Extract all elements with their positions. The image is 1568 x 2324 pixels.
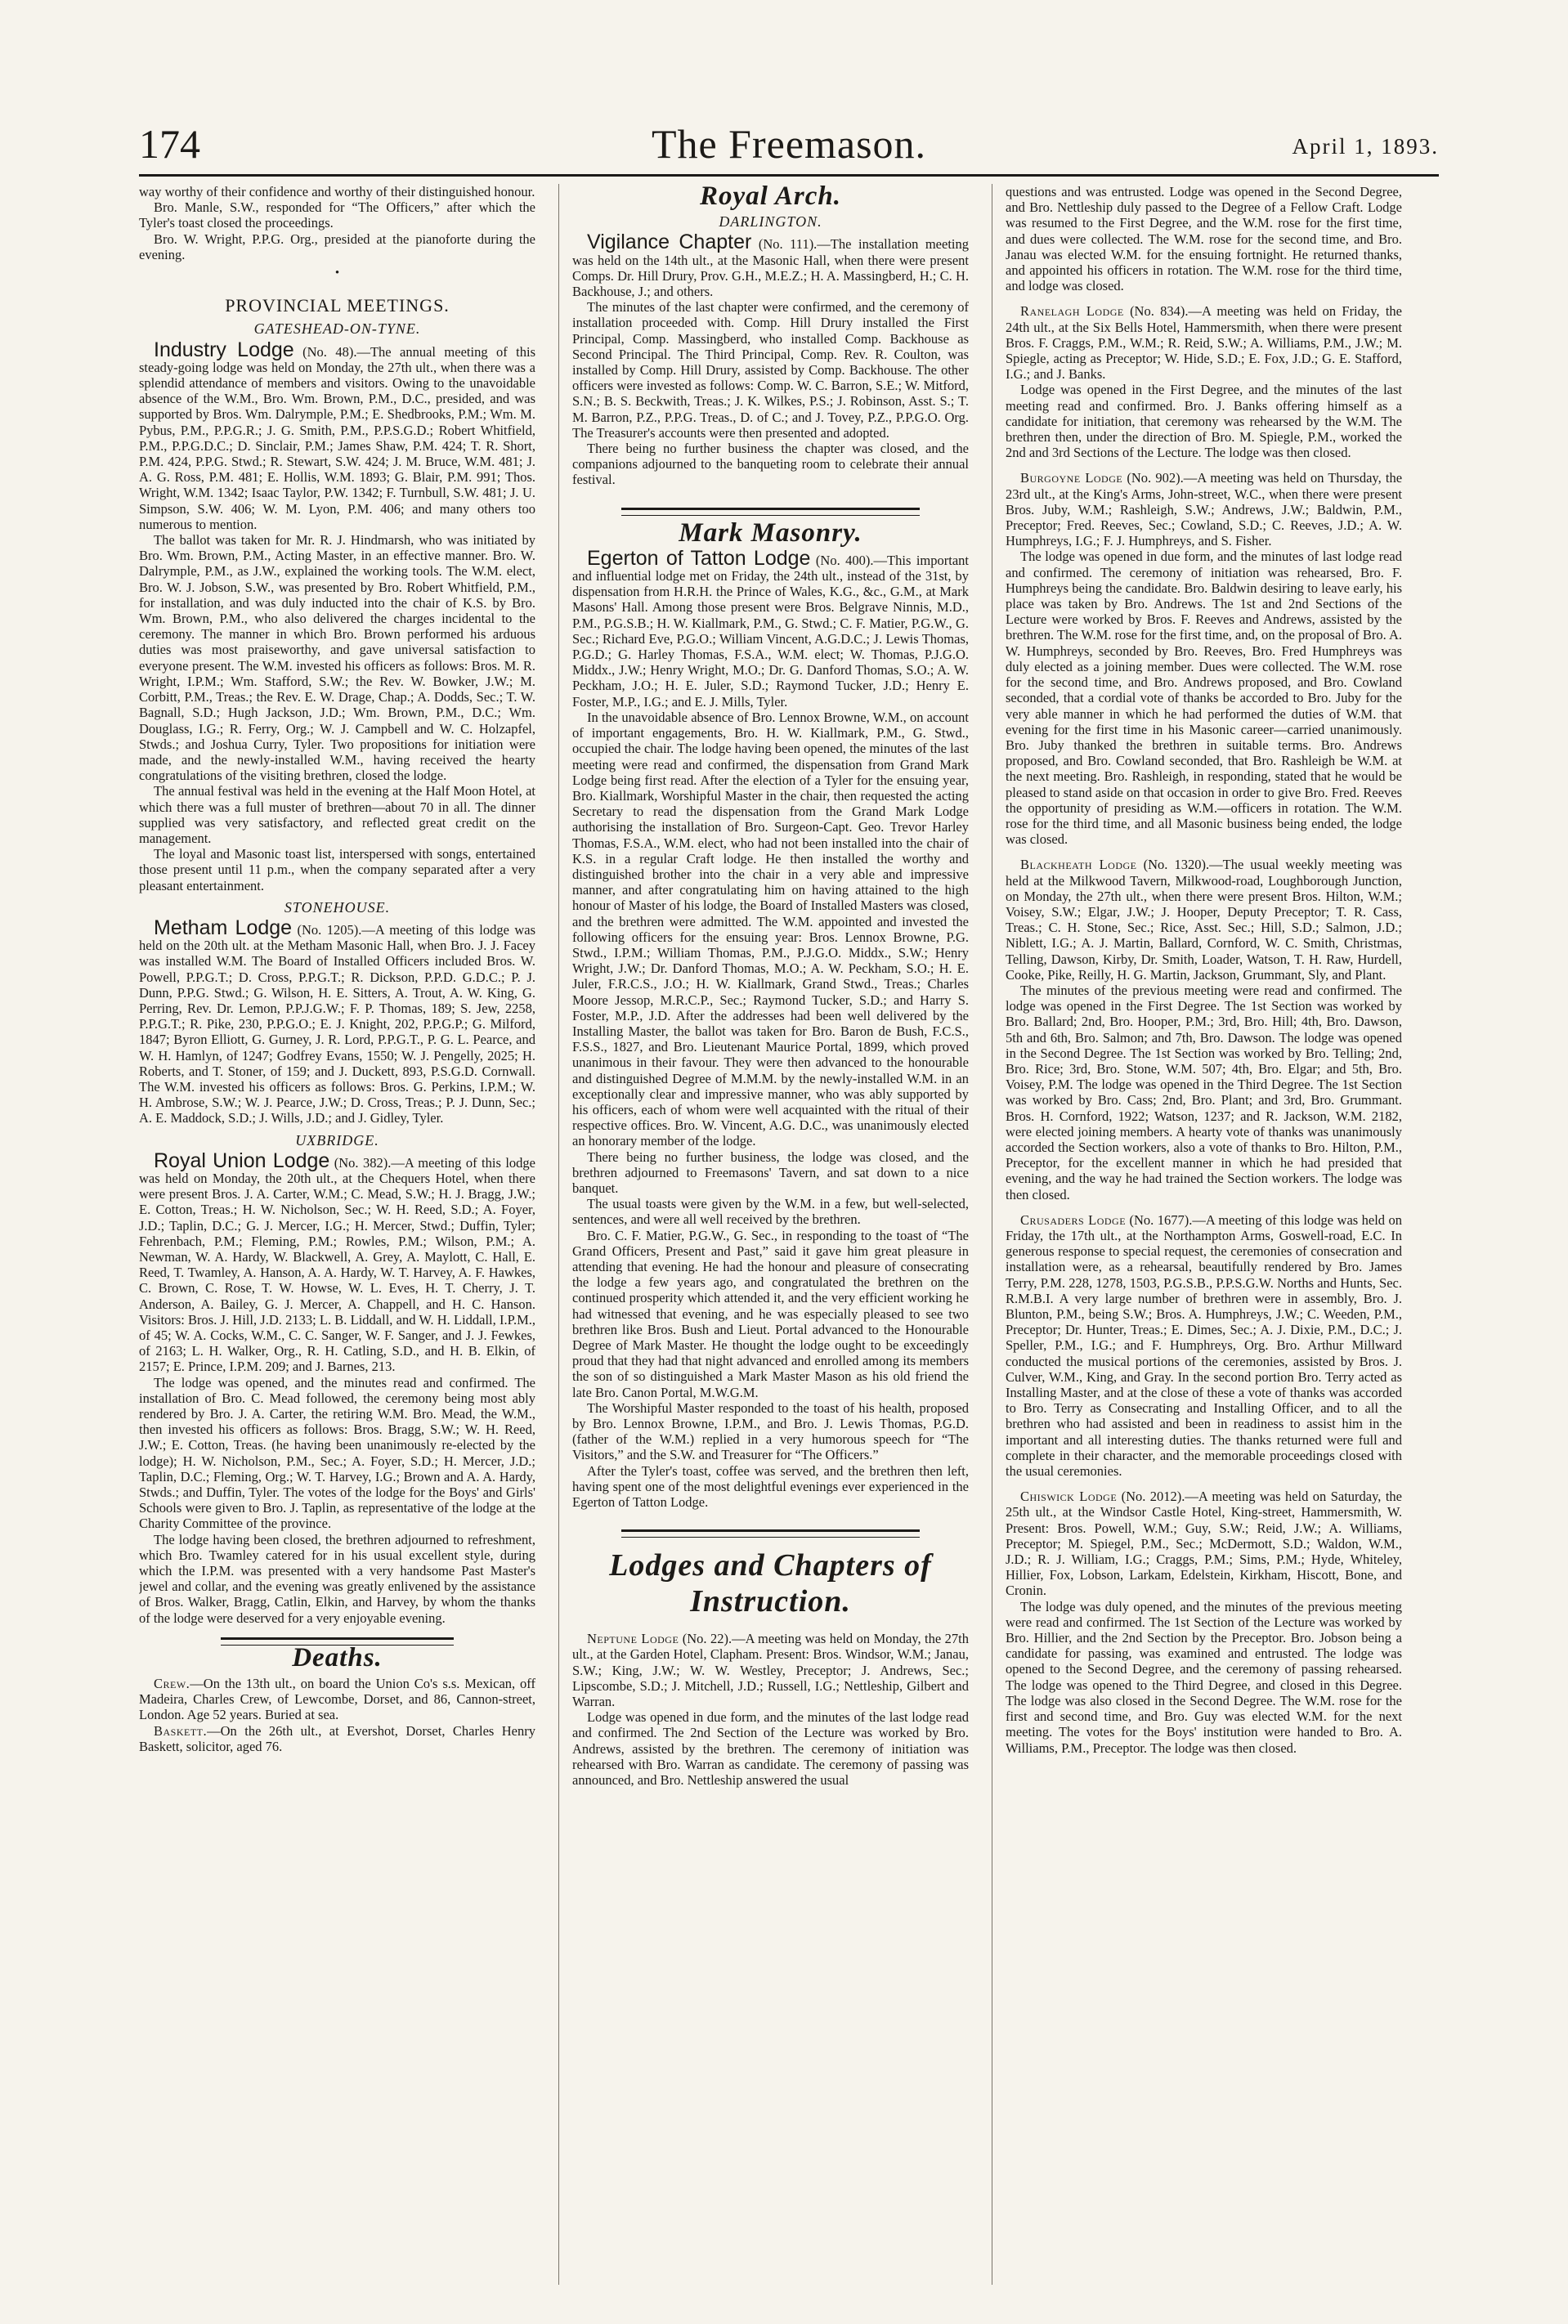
paragraph: way worthy of their confidence and worthy of their distinguished honour. (139, 184, 535, 199)
lodge-report (572, 231, 969, 300)
notice (139, 1676, 535, 1723)
lodge-name: Industry Lodge (154, 338, 294, 361)
paragraph: Bro. C. F. Matier, P.G.W., G. Sec., in responding to the toast of “The Grand Officers, Present and Past,” said it gave him great pleasure in attending that evening. He had the honour and pleasure of consecrating the lodge a few years ago, and congratulated the brethren on the continued prosperity which attended it, and the very efficient working he had witnessed that evening, and he was especially pleased to see two brethren like Bros. Bush and Lieut. Portal advanced to the Honourable Degree of Mark Master. He thought the lodge ought to be exceedingly proud that they had that night advanced and enrolled among its members the son of so distinguished a Mark Master Mason as his old friend the late Bro. Canon Portal, M.W.G.M. (572, 1227, 969, 1400)
column-divider (558, 184, 559, 2285)
report-text: (No. 834).—A meeting was held on Friday, the 24th ult., at the Six Bells Hotel, Hammersmith, when there were present Bros. F. Craggs, P.M., W.M.; R. Reid, S.W.; A. Williams, P.M., J.W.; M. Spiegle, acting as Preceptor; W. Hide, S.D.; E. Fox, J.D.; G. E. Stafford, I.G.; and J. Banks. (1006, 303, 1402, 383)
lodge-name: Metham Lodge (154, 916, 293, 939)
header-rule (139, 174, 1439, 177)
lodge-name: Egerton of Tatton Lodge (587, 546, 811, 570)
mark-masonry-heading: Mark Masonry. (679, 517, 862, 548)
lodge-name: Chiswick Lodge (1020, 1489, 1118, 1505)
lodge-name: Crusaders Lodge (1020, 1211, 1127, 1228)
report-text: (No. 382).—A meeting of this lodge was held on Monday, the 20th ult., at the Chequers Hotel, when there were present Bros. J. A. Carter, W.M.; C. Mead, S.W.; H. J. Bragg, J.W.; E. Cotton, Treas.; H. W. Nicholson, Sec.; W. H. Reed, S.D.; A. Foyer, J.D.; Taplin, D.C.; G. J. Mercer, I.G.; H. Mercer, Stwd.; Duffin, Tyler; Fehrenbach, P.M.; Fleming, P.M.; Rowles, P.M.; Wilson, P.M.; A. Newman, W. A. Hardy, W. Blackwell, A. Grey, A. Maylott, C. Hall, E. Reed, T. Twamley, A. Hanson, A. A. Hardy, W. T. Harvey, A. F. Hawkes, C. Brown, C. Rose, T. W. Howse, W. L. Eves, H. T. Cherry, J. T. Anderson, A. Bailey, G. J. Mercer, A. Chappell, and H. C. Hanson. Visitors: Bros. J. Hill, J.D. 2133; L. B. Liddall, and W. H. Liddall, I.P.M., of 45; W. A. Cocks, W.M., C. C. Sanger, W. F. Sanger, and J. J. Fewkes, of 2163; L. H. Walker, Org., R. H. Catling, S.D., and H. B. Elkin, of 2157; E. Prince, I.P.M. 209; and J. Barnes, 213. (139, 1154, 535, 1375)
lodge-report (1006, 1489, 1402, 1598)
lodge-name: Ranelagh Lodge (1020, 303, 1124, 320)
section-rule (621, 508, 920, 516)
paragraph: Lodge was opened in the First Degree, and the minutes of the last meeting read and confirmed. Bro. J. Banks offering himself as a candidate for initiation, that ceremony was rehearsed by the W.M. The brethren then, under the direction of Bro. M. Spiegle, P.M., worked the 2nd and 3rd Sections of the Lecture. The lodge was then closed. (1006, 382, 1402, 461)
paragraph: The lodge was opened in due form, and the minutes of last lodge read and confirmed. The ceremony of initiation was rehearsed, Bro. F. Humphreys being the candidate. Bro. Baldwin desiring to leave early, his place was taken by Bro. Andrews. The 1st and 2nd Sections of the Lecture were worked by Bros. F. Reeves and Andrews, assisted by the brethren. The W.M. rose for the first time, and, on the proposal of Bro. A. W. Humphreys, seconded by Bro. Reeves, Bro. Fred Humphreys was duly elected as a joining member. Dues were collected. The W.M. rose for the second time, and Bro. Andrews proposed, and Bro. Cowland seconded, that a cordial vote of thanks be accorded to Bro. Juby for the very able manner in which he had performed the duties of W.M. that evening for the first time in his Masonic career—carried unanimously. Bro. Juby thanked the brethren in suitable terms. Bro. Andrews proposed, and Bro. Cowland seconded, that Bro. Rashleigh be W.M. at the next meeting. Bro. Rashleigh, in responding, stated that he would be pleased to stand aside on that occasion in order to give Bro. Fred. Reeves the opportunity of presiding as W.M.—officers in rotation. The W.M. rose for the third time, and all Masonic business being ended, the lodge was closed. (1006, 549, 1402, 848)
paragraph: Lodge was opened in due form, and the minutes of the last lodge read and confirmed. The 2nd Section of the Lecture was worked by Bro. Andrews, assisted by the brethren. The ceremony of initiation was rehearsed with Bro. Warran as candidate. The ceremony of passing was announced, and Bro. Nettleship answered the usual (572, 1709, 969, 1789)
column-1 (139, 184, 535, 2285)
report-text: (No. 2012).—A meeting was held on Saturday, the 25th ult., at the Windsor Castle Hotel, King-street, Hammersmith, W. Present: Bros. Powell, W.M.; Guy, S.W.; Reid, J.W.; A. Williams, Preceptor; M. Spiegel, P.M., Sec.; McDermott, S.D.; Waldon, W.M., J.D.; R. J. William, I.G.; Craggs, P.M.; Sims, P.M.; Hyde, Whiteley, Hillier, Fox, Lobson, Larkam, Edelstein, Kirkham, Hiscott, Bone, and Cronin. (1006, 1489, 1402, 1599)
paragraph: The lodge was duly opened, and the minutes of the previous meeting were read and confirmed. The 1st Section of the Lecture was worked by Bro. Hillier, and the 2nd Section by the Preceptor. Bro. Jobson being a candidate for passing, was examined and entrusted. The lodge was opened to the Second Degree, and the ceremony of passing rehearsed. The lodge was opened to the Third Degree, and closed in this Degree. The lodge was also closed in the Second Degree. The W.M. rose for the first and second time, and Bro. Guy was elected W.M. for the next meeting. The votes for the Boys' institution were handed to Bro. A. Williams, P.M., Preceptor. The lodge was then closed. (1006, 1598, 1402, 1756)
report-text: (No. 22).—A meeting was held on Monday, the 27th ult., at the Garden Hotel, Clapham. Present: Bros. Windsor, W.M.; Janau, S.W.; King, J.W.; W. W. Westley, Preceptor; J. Andrews, Sec.; Lipscombe, S.D.; J. Mitchell, J.D.; Russell, I.G.; Nettleship, Gilbert and Warran. (572, 1631, 969, 1710)
section-rule (621, 1529, 920, 1538)
place-heading: STONEHOUSE. (284, 898, 391, 916)
lodge-report (139, 1149, 535, 1375)
place-heading: GATESHEAD-ON-TYNE. (253, 320, 421, 338)
paragraph: The loyal and Masonic toast list, interspersed with songs, entertained those present until 11 p.m., when the company separated after a very pleasant entertainment. (139, 846, 535, 893)
lodge-name: Blackheath Lodge (1020, 857, 1137, 873)
paragraph: After the Tyler's toast, coffee was served, and the brethren then left, having spent one of the most delightful evenings ever experienced in the Egerton of Tatton Lodge. (572, 1462, 969, 1511)
paragraph: There being no further business, the lodge was closed, and the brethren adjourned to Freemasons' Tavern, and sat down to a nice banquet. (572, 1149, 969, 1196)
paper-title: The Freemason. (651, 121, 927, 167)
issue-date: April 1, 1893. (1292, 134, 1439, 159)
paragraph: Bro. Manle, S.W., responded for “The Officers,” after which the Tyler's toast closed the proceedings. (139, 199, 535, 231)
report-text: (No. 1677).—A meeting of this lodge was held on Friday, the 17th ult., at the Northampton Arms, Goswell-road, E.C. In generous response to special request, the ceremonies of consecration and installation were, as a rehearsal, beautifully rendered by Bro. James Terry, P.M. 228, 1278, 1503, P.G.S.B., P.P.S.G.W. Norths and Hunts, Sec. R.M.B.I. A very large number of brethren were in assembly, Bro. J. Blunton, P.M., being S.W.; Bros. A. Humphreys, J.W.; C. Weeden, P.M., Preceptor; Dr. Hunter, Treas.; E. Dimes, Sec.; A. J. Dixie, P.M., D.C.; J. Speller, P.M., I.G.; and F. Humphreys, Org. Bro. Arthur Millward conducted the musical portions of the ceremonies, assisted by Bros. J. Culver, W.M., King, and Gray. In the second portion Bro. Terry acted as Installing Master, and at the close of these a vote of thanks was accorded to Bro. Terry as Consecrating and Installing Officer, and to all the brethren who had assisted and been in readiness to assist him in the important and all interesting duties. The thanks returned were full and complete in their character, and the memorable proceedings closed with the usual ceremonies. (1006, 1211, 1402, 1480)
lodge-name: Vigilance Chapter (587, 231, 752, 254)
page-number: 174 (139, 121, 200, 167)
paragraph: questions and was entrusted. Lodge was opened in the Second Degree, and Bro. Nettleship duly passed to the Degree of a Fellow Craft. Lodge was resumed to the First Degree, and the W.M. rose for the first time, and dues were collected. The W.M. rose for the second time, and Bro. Janau was elected W.M. for the ensuing fortnight. He returned thanks, and appointed his officers in rotation. The W.M. rose for the third time, and lodge was closed. (1006, 184, 1402, 294)
notice-text: —On the 13th ult., on board the Union Co's s.s. Mexican, off Madeira, Charles Crew, of Lewcombe, Dorset, and 86, Cannon-street, London. Age 52 years. Buried at sea. (139, 1676, 535, 1723)
notice-text: —On the 26th ult., at Evershot, Dorset, Charles Henry Baskett, solicitor, aged 76. (139, 1722, 535, 1754)
section-heading: PROVINCIAL MEETINGS. (225, 295, 450, 316)
report-text: (No. 400).—This important and influential lodge met on Friday, the 24th ult., instead of the 31st, by dispensation from H.R.H. the Prince of Wales, K.G., &c., G.M., at Mark Masons' Hall. Among those present were Bros. Belgrave Ninnis, M.D., P.M., P.G.S.B.; H. W. Kiallmark, P.M., G. Stwd.; C. F. Matier, P.G.W., G. Sec.; Richard Eve, P.G.O.; William Vincent, A.G.D.C.; J. Lewis Thomas, P.G.D.; G. Harley Thomas, F.S.A., W.M. elect; W. Thomas, P.J.G.O. Middx., J.W.; Henry Wright, M.O.; Dr. G. Danford Thomas, S.O.; A. W. Peckham, J.O.; H. E. Juler, S.D.; Raymond Tucker, J.D.; Henry E. Foster, M.P., I.G.; and E. J. Mills, Tyler. (572, 552, 969, 710)
lodge-report (1006, 303, 1402, 382)
paragraph: The annual festival was held in the evening at the Half Moon Hotel, at which there was a full muster of brethren—about 70 in all. The dinner supplied was very satisfactory, and reflected great credit on the management. (139, 783, 535, 846)
lodge-name: Neptune Lodge (587, 1631, 679, 1647)
lodge-report (1006, 470, 1402, 549)
deaths-heading: Deaths. (292, 1642, 383, 1672)
lodge-report (1006, 1212, 1402, 1479)
paragraph: The usual toasts were given by the W.M. in a few, but well-selected, sentences, and were all well received by the brethren. (572, 1196, 969, 1228)
column-3 (1006, 184, 1402, 2285)
lodges-of-instruction-heading: Lodges and Chapters of Instruction. (609, 1548, 932, 1619)
lodge-name: Royal Union Lodge (154, 1149, 330, 1172)
paragraph: The ballot was taken for Mr. R. J. Hindmarsh, who was initiated by Bro. Wm. Brown, P.M., Acting Master, in an effective manner. Bro. W. Dalrymple, P.M., as J.W., explained the working tools. The W.M. elect, Bro. W. J. Jobson, S.W., was presented by Bro. Robert Whitfield, P.M., for installation, and was duly inducted into the chair of K.S. by Bro. Wm. Brown, P.M., who also delivered the charges incidental to the ceremony. The manner in which Bro. Brown performed his arduous duties was most praiseworthy, and gave universal satisfaction to everyone present. The W.M. invested his officers as follows: Bros. M. R. Wright, I.P.M.; Wm. Stafford, S.W.; the Rev. W. Bowker, J.W.; M. Corbitt, P.M., Treas.; the Rev. E. W. Drage, Chap.; A. Dodds, Sec.; T. W. Bagnall, S.D.; Hugh Jackson, J.D.; Wm. Brown, P.M., D.C.; Wm. Douglass, I.G.; R. Ferry, Org.; W. J. Campbell and W. C. Holzapfel, Stwds.; and Joshua Curry, Tyler. Two propositions for initiation were made, and the newly-installed W.M., having received the hearty congratulations of the visiting brethren, closed the lodge. (139, 532, 535, 784)
lodge-report (1006, 857, 1402, 983)
report-text: (No. 902).—A meeting was held on Thursday, the 23rd ult., at the King's Arms, John-street, W.C., when there were present Bros. Juby, W.M.; Rashleigh, S.W.; Andrews, J.W.; Baldwin, P.M., Preceptor; Fred. Reeves, Sec.; Cowland, S.D.; C. Reeves, J.D.; A. W. Humphreys, I.G.; F. J. Humphreys, and S. Fisher. (1006, 470, 1402, 549)
paragraph: The lodge was opened, and the minutes read and confirmed. The installation of Bro. C. Mead followed, the ceremony being most ably rendered by Bro. J. A. Carter, the retiring W.M. Bro. Mead, the W.M., then invested his officers as follows: Bros. Bragg, S.W.; W. H. Reed, J.W.; E. Cotton, Treas. (he having been unanimously re-elected by the lodge); H. W. Nicholson, P.M., Sec.; A. Foyer, S.D.; H. Mercer, J.D.; Taplin, D.C.; Fleming, Org.; W. T. Harvey, I.G.; Brown and A. A. Hardy, Stwds.; and Duffin, Tyler. The votes of the lodge for the Boys' and Girls' Schools were given to Bro. J. Taplin, as representative of the lodge at the Charity Committee of the province. (139, 1374, 535, 1532)
place-heading: UXBRIDGE. (295, 1131, 379, 1149)
paragraph: The minutes of the previous meeting were read and confirmed. The lodge was opened in the First Degree. The 1st Section was worked by Bro. Ballard; 2nd, Bro. Hooper, P.M.; 3rd, Bro. Hill; 4th, Bro. Dawson, 5th and 6th, Bro. Salmon; and 7th, Bro. Dawson. The lodge was opened in the Second Degree. The 1st Section was worked by Bro. Telling; 2nd, Bro. Rice; 3rd, Bro. Stone, W.M. 507; 4th, Bro. Elgar; and 5th, Bro. Voisey, P.M. The lodge was opened in the Third Degree. The 1st Section was worked by Bro. Cass; 2nd, Bro. Plant; and 3rd, Bro. Grummant. Bros. H. Cornford, 1922; Watson, 1237; and R. Jackson, W.M. 2182, were elected joining members. A hearty vote of thanks was unanimously accorded the Section workers, also a vote of thanks to Bro. Hilton, P.M., Preceptor, for the excellent manner in which he had presided that evening, and the way he had trained the Section workers. The lodge was then closed. (1006, 982, 1402, 1202)
report-text: (No. 1320).—The usual weekly meeting was held at the Milkwood Tavern, Milkwood-road, Loughborough Junction, on Monday, the 27th ult., when there were present Bros. Hilton, W.M.; Voisey, S.W.; Elgar, J.W.; J. Hooper, Deputy Preceptor; T. R. Cass, Treas.; C. H. Stone, Sec.; Rice, Asst. Sec.; Hill, S.D.; Salmon, J.D.; Niblett, I.G.; A. J. Martin, Ballard, Cornford, W. C. Smith, Christmas, Telling, Dawson, Kirby, Dr. Smith, Loader, Watson, T. H. Raw, Hurdell, Cooke, Pike, Reilly, H. G. Martin, Jackson, Grummant, Sly, and Plant. (1006, 857, 1402, 983)
paragraph: The Worshipful Master responded to the toast of his health, proposed by Bro. Lennox Browne, I.P.M., and Bro. J. Lewis Thomas, P.G.D. (father of the W.M.) replied in a very humorous speech for “The Visitors,” and the S.W. and Treasurer for “The Officers.” (572, 1399, 969, 1463)
notice (139, 1723, 535, 1754)
paragraph: There being no further business the chapter was closed, and the companions adjourned to the banqueting room to celebrate their annual festival. (572, 441, 969, 488)
paragraph: The minutes of the last chapter were confirmed, and the ceremony of installation proceeded with. Comp. Hill Drury installed the First Principal, Comp. Massingberd, who installed Comp. Backhouse as Second Principal. The Third Principal, Comp. Rev. R. Coulton, was installed by Comp. Hill Drury, assisted by Comp. Backhouse. The other officers were invested as follows: Comp. W. C. Barron, S.E.; W. Mitford, S.N.; B. S. Beckwith, Treas.; J. K. Wilkes, P.S.; J. Robinson, Asst. S.; T. M. Barron, P.Z., P.P.G. Treas., D. of C.; and J. Tovey, P.Z., P.P.G.O. Org. The Treasurer's accounts were then presented and adopted. (572, 299, 969, 441)
royal-arch-heading: Royal Arch. (700, 184, 841, 211)
notice-name: Crew. (154, 1676, 190, 1692)
ornament: • (334, 266, 340, 280)
lodge-name: Burgoyne Lodge (1020, 470, 1123, 486)
report-text: (No. 48).—The annual meeting of this steady-going lodge was held on Monday, the 27th ult., when there was a splendid attendance of members and visitors. Owing to the unavoidable absence of the W.M., Bro. Wm. Brown, P.M., D.C., presided, and was supported by Bros. Wm. Dalrymple, P.M.; E. Shedbrooks, P.M.; Wm. M. Pybus, P.M., P.P.G.R.; J. G. Smith, P.M., P.P.S.G.D.; Robert Whitfield, P.M., P.P.G.D.C.; D. Sinclair, P.M.; James Shaw, P.M. 424; T. R. Short, P.M. 424, P.P.G. Stwd.; R. Stewart, S.W. 424; J. M. Bruce, W.M. 481; J. A. G. Ross, P.M. 481; E. Hollis, W.M. 1893; G. Blair, P.M. 991; Thos. Wright, W.M. 1342; Isaac Taylor, P.W. 1342; F. Turnbull, S.W. 481; J. U. Simpson, S.W. 406; W. M. Lyon, P.M. 406; and many others too numerous to mention. (139, 343, 535, 532)
paragraph: In the unavoidable absence of Bro. Lennox Browne, W.M., on account of important engagements, Bro. H. W. Kiallmark, P.M., G. Stwd., occupied the chair. The lodge having been opened, the minutes of the last meeting were read and confirmed, the dispensation from Grand Mark Lodge being first read. After the election of a Tyler for the ensuing year, Bro. Kiallmark, Worshipful Master in the chair, then requested the acting Secretary to read the dispensation from the Grand Mark Lodge authorising the installation of Bro. Surgeon-Capt. Geo. Trevor Harley Thomas, F.S.A., W.M. elect, who had not been installed into the chair of K.S. in a regular Craft lodge. He then installed the worthy and distinguished brother into the chair in a very able and impressive manner, and after congratulating him on having attained to the high honour of Master of his lodge, the Board of Installed Masters was closed, and the brethren were admitted. The W.M. appointed and invested the following officers for the ensuing year: Bros. Lennox Browne, P.G. Stwd., I.P.M.; William Thomas, P.M., P.J.G.O. Middx., S.W.; Henry Wright, J.W.; Dr. Danford Thomas, M.O.; A. W. Peckham, S.O.; H. E. Juler, F.R.C.S., J.O.; H. W. Kiallmark, Grand Stwd., Treas.; Charles Moore Jessop, M.R.C.P., Sec.; Raymond Tucker, S.D.; and Harry S. Foster, M.P., J.D. After the addresses had been well delivered by the Installing Master, the ballot was taken for Bro. Baron de Bush, F.C.S., F.S.S., 1827, and Bro. Lieutenant Maurice Portal, 1899, which proved unanimous in their favour. They were then advanced to the honourable and distinguished Degree of M.M.M. by the newly-installed W.M. in an exceptionally clear and impressive manner, who was ably supported by his officers, each of whom were well acquainted with the ritual of their respective offices. Bro. W. Vincent, A.G. D.C., was unanimously elected an honorary member of the lodge. (572, 709, 969, 1149)
page-header (139, 121, 1439, 170)
paragraph: The lodge having been closed, the brethren adjourned to refreshment, which Bro. Twamley catered for in his usual excellent style, during which the I.P.M. was presented with a very handsome Past Master's jewel and collar, and the evening was greatly enlivened by the assistance of Bros. Walker, Bragg, Catlin, Elkin, and Harvey, by whom the thanks of the lodge were deserved for a very enjoyable evening. (139, 1531, 535, 1626)
report-text: (No. 1205).—A meeting of this lodge was held on the 20th ult. at the Metham Masonic Hall, when Bro. J. J. Facey was installed W.M. The Board of Installed Officers included Bros. W. Powell, P.P.G.T.; D. Cross, P.P.G.T.; R. Dickson, P.P.D. G.D.C.; P. J. Dunn, P.P.G. Stwd.; G. Wilson, H. E. Sitters, A. Trout, A. W. King, G. Perring, Rev. Dr. Lemon, P.P.J.G.W.; F. P. Thomas, 189; S. Jew, 2258, P.P.G.T.; R. Pike, 230, P.P.G.O.; E. J. Knight, 202, P.P.G.P.; G. Milford, 1847; Byron Elliott, G. Gurney, J. R. Lord, P.P.G.T., P. G. L. Pearce, and W. H. Hamlyn, of 1247; Godfrey Evans, 1550; W. J. Pengelly, 2025; H. Roberts, and T. Stoner, of 159; and J. Duckett, 893, P.S.G.D. Cornwall. The W.M. invested his officers as follows: Bros. G. Perkins, I.P.M.; W. H. Ambrose, S.W.; W. J. Pearce, J.W.; D. Cross, Treas.; P. J. Dunn, Sec.; A. E. Maddock, S.D.; J. Wills, J.D.; and J. Gidley, Tyler. (139, 921, 535, 1126)
paragraph: Bro. W. Wright, P.P.G. Org., presided at the pianoforte during the evening. (139, 231, 535, 262)
lodge-report (572, 1631, 969, 1709)
notice-name: Baskett. (154, 1722, 208, 1739)
lodge-report (139, 338, 535, 532)
place-heading: DARLINGTON. (719, 213, 822, 231)
column-2 (572, 184, 969, 2285)
report-text: (No. 111).—The installation meeting was held on the 14th ult., at the Masonic Hall, when there were present Comps. Dr. Hill Drury, Prov. G.H., M.E.Z.; H. A. Massingberd, H.; C. H. Backhouse, J.; and others. (572, 236, 969, 300)
lodge-report (572, 546, 969, 710)
lodge-report (139, 916, 535, 1126)
